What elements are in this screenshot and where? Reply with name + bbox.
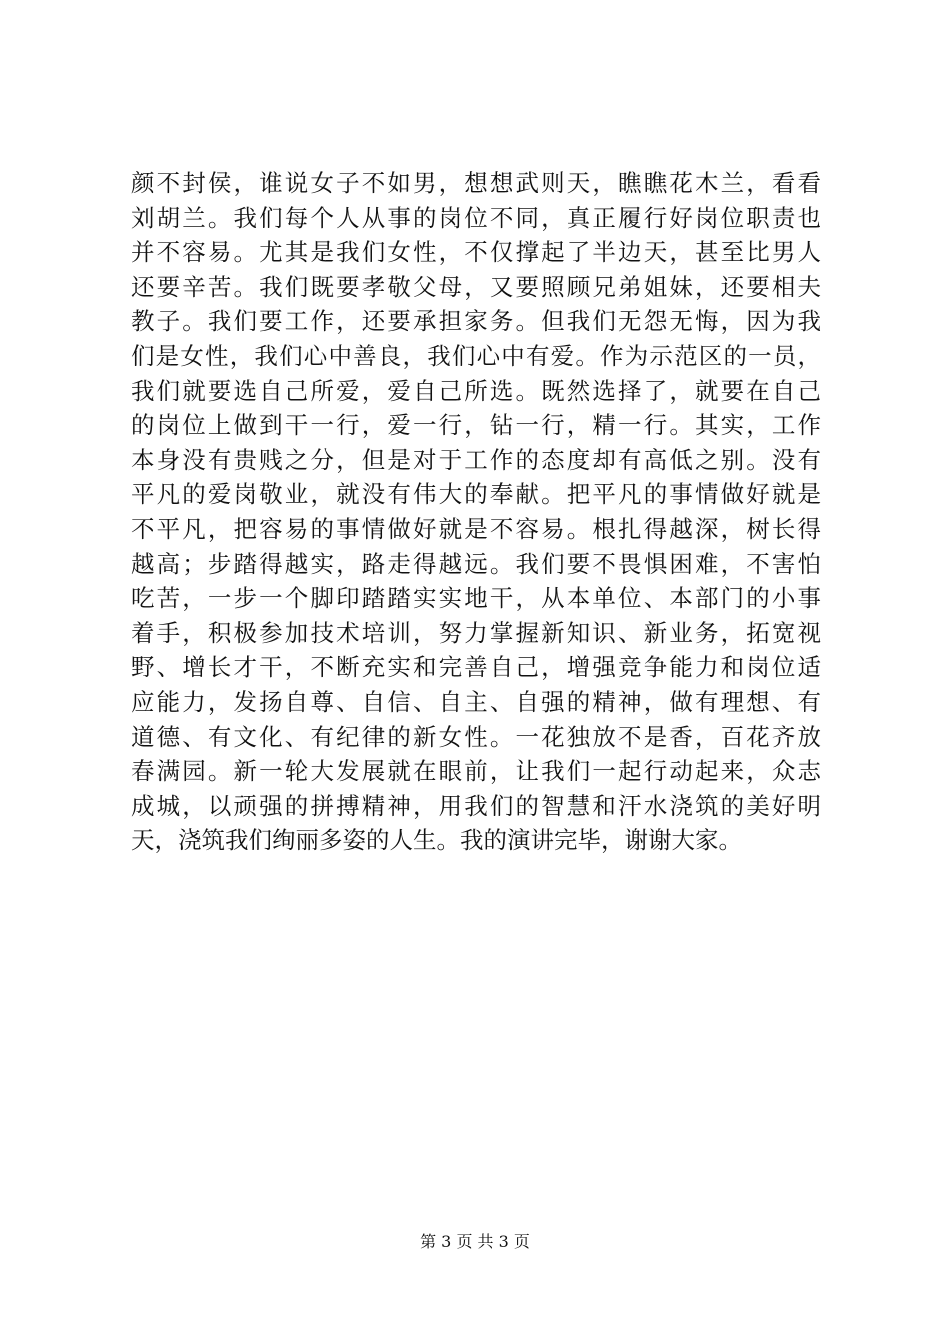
- text-line-15: 野、增长才干，不断充实和完善自己，增强竞争能力和岗位适: [131, 653, 821, 682]
- text-line-11: 不平凡，把容易的事情做好就是不容易。根扎得越深，树长得: [131, 514, 821, 543]
- text-line-13: 吃苦，一步一个脚印踏踏实实地干，从本单位、本部门的小事: [131, 584, 821, 613]
- text-line-5: 教子。我们要工作，还要承担家务。但我们无怨无悔，因为我: [131, 307, 821, 336]
- text-line-1: 颜不封侯，谁说女子不如男，想想武则天，瞧瞧花木兰，看看: [131, 169, 821, 197]
- text-line-16: 应能力，发扬自尊、自信、自主、自强的精神，做有理想、有: [131, 687, 821, 716]
- text-line-18: 春满园。新一轮大发展就在眼前，让我们一起行动起来，众志: [131, 757, 821, 786]
- text-line-17: 道德、有文化、有纪律的新女性。一花独放不是香，百花齐放: [131, 722, 821, 751]
- text-line-20: 天，浇筑我们绚丽多姿的人生。我的演讲完毕，谢谢大家。: [131, 826, 742, 855]
- text-line-12: 越高；步踏得越实，路走得越远。我们要不畏惧困难，不害怕: [131, 549, 821, 578]
- text-line-7: 我们就要选自己所爱，爱自己所选。既然选择了，就要在自己: [131, 376, 821, 405]
- text-line-19: 成城，以顽强的拼搏精神，用我们的智慧和汗水浇筑的美好明: [131, 791, 821, 820]
- page-footer: [0, 1232, 950, 1252]
- text-line-2: 刘胡兰。我们每个人从事的岗位不同，真正履行好岗位职责也: [131, 203, 821, 232]
- text-line-3: 并不容易。尤其是我们女性，不仅撑起了半边天，甚至比男人: [131, 238, 821, 267]
- text-line-4: 还要辛苦。我们既要孝敬父母，又要照顾兄弟姐妹，还要相夫: [131, 272, 821, 301]
- text-line-8: 的岗位上做到干一行，爱一行，钻一行，精一行。其实，工作: [131, 411, 821, 440]
- text-line-9: 本身没有贵贱之分，但是对于工作的态度却有高低之别。没有: [131, 445, 821, 474]
- text-line-6: 们是女性，我们心中善良，我们心中有爱。作为示范区的一员，: [131, 341, 821, 370]
- body-paragraph: [131, 166, 821, 858]
- text-line-14: 着手，积极参加技术培训，努力掌握新知识、新业务，拓宽视: [131, 618, 821, 647]
- text-line-10: 平凡的爱岗敬业，就没有伟大的奉献。把平凡的事情做好就是: [131, 480, 821, 509]
- page-number: 第 3 页 共 3 页: [420, 1232, 530, 1251]
